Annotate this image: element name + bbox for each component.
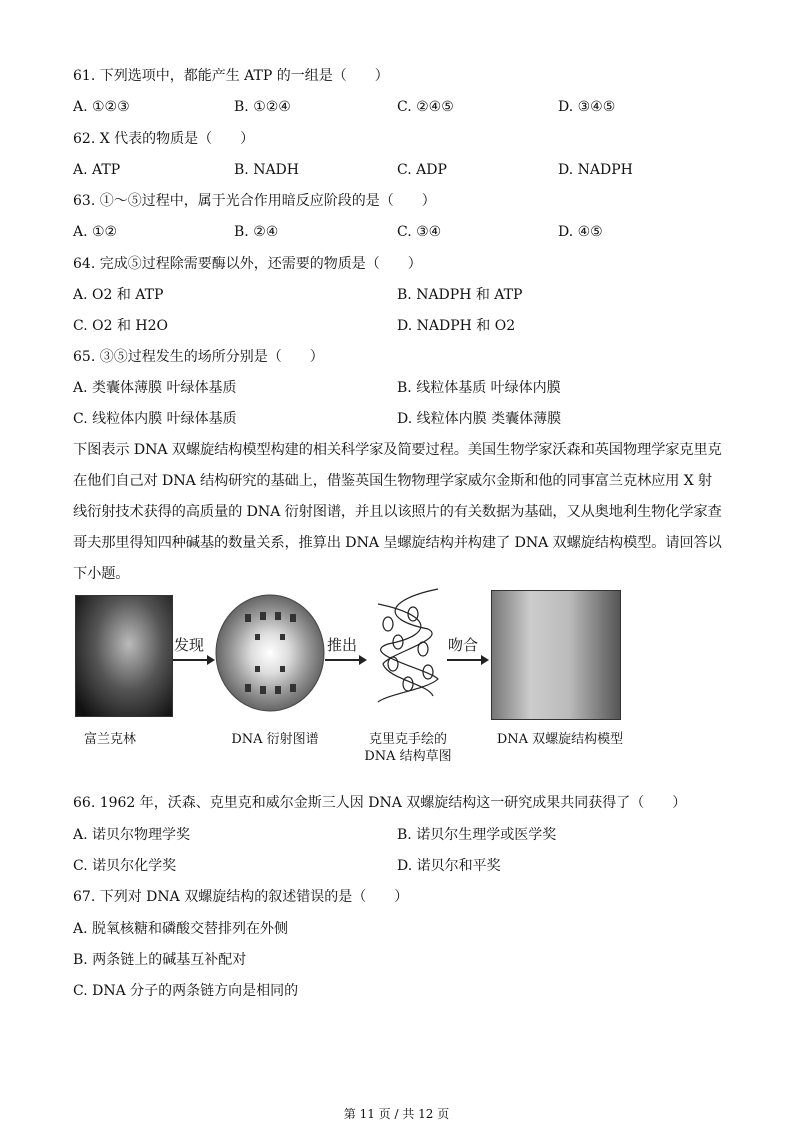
dna-diffraction-image bbox=[215, 594, 325, 712]
q67-option-c: C. DNA 分子的两条链方向是相同的 bbox=[73, 983, 299, 999]
q63-option-b: B. ②④ bbox=[234, 224, 279, 240]
q64-option-b: B. NADPH 和 ATP bbox=[397, 287, 523, 303]
q61-stem: 61. 下列选项中，都能产生 ATP 的一组是（ ） bbox=[73, 68, 389, 84]
q61-option-c: C. ②④⑤ bbox=[397, 99, 454, 115]
q62-option-a: A. ATP bbox=[73, 162, 121, 178]
q67-option-a: A. 脱氧核糖和磷酸交替排列在外侧 bbox=[73, 921, 289, 937]
q64-option-a: A. O2 和 ATP bbox=[73, 287, 164, 303]
arrow-match bbox=[447, 659, 487, 661]
q64-option-c: C. O2 和 H2O bbox=[73, 318, 168, 334]
q65-stem: 65. ③⑤过程发生的场所分别是（ ） bbox=[73, 349, 324, 365]
caption-sketch-line2: DNA 结构草图 bbox=[364, 749, 452, 764]
q65-option-b: B. 线粒体基质 叶绿体内膜 bbox=[397, 380, 561, 396]
caption-model: DNA 双螺旋结构模型 bbox=[496, 732, 624, 747]
q65-option-d: D. 线粒体内膜 类囊体薄膜 bbox=[397, 411, 562, 427]
q65-option-a: A. 类囊体薄膜 叶绿体基质 bbox=[73, 380, 237, 396]
q62-option-b: B. NADH bbox=[234, 162, 299, 178]
arrow-label-match: 吻合 bbox=[448, 636, 479, 654]
q62-option-c: C. ADP bbox=[397, 162, 447, 178]
q65-option-c: C. 线粒体内膜 叶绿体基质 bbox=[73, 411, 237, 427]
caption-franklin: 富兰克林 bbox=[83, 732, 136, 747]
q66-option-c: C. 诺贝尔化学奖 bbox=[73, 858, 177, 874]
q64-option-d: D. NADPH 和 O2 bbox=[397, 318, 516, 334]
q67-option-b: B. 两条链上的碱基互补配对 bbox=[73, 952, 247, 968]
q64-stem: 64. 完成⑤过程除需要酶以外，还需要的物质是（ ） bbox=[73, 256, 422, 272]
q66-option-d: D. 诺贝尔和平奖 bbox=[397, 858, 501, 874]
arrow-deduce bbox=[325, 659, 365, 661]
q67-stem: 67. 下列对 DNA 双螺旋结构的叙述错误的是（ ） bbox=[73, 889, 409, 905]
q63-option-d: D. ④⑤ bbox=[558, 224, 603, 240]
page-footer: 第 11 页 / 共 12 页 bbox=[343, 1107, 450, 1121]
arrow-label-discover: 发现 bbox=[174, 636, 205, 654]
q63-stem: 63. ①～⑤过程中，属于光合作用暗反应阶段的是（ ） bbox=[73, 193, 436, 209]
q66-stem: 66. 1962 年，沃森、克里克和威尔金斯三人因 DNA 双螺旋结构这一研究成果共同获得了（ ） bbox=[73, 795, 687, 811]
arrow-label-deduce: 推出 bbox=[327, 636, 358, 654]
caption-diffraction: DNA 衍射图谱 bbox=[231, 732, 319, 747]
q61-option-b: B. ①②④ bbox=[234, 99, 291, 115]
q63-option-c: C. ③④ bbox=[397, 224, 442, 240]
caption-sketch-line1: 克里克手绘的 bbox=[368, 732, 447, 747]
dna-model-photo bbox=[491, 590, 621, 720]
franklin-portrait bbox=[75, 595, 173, 717]
q62-option-d: D. NADPH bbox=[558, 162, 633, 178]
q63-option-a: A. ①② bbox=[73, 224, 118, 240]
q61-option-d: D. ③④⑤ bbox=[558, 99, 616, 115]
q66-option-a: A. 诺贝尔物理学奖 bbox=[73, 827, 191, 843]
q62-stem: 62. X 代表的物质是（ ） bbox=[73, 131, 255, 147]
q66-option-b: B. 诺贝尔生理学或医学奖 bbox=[397, 827, 557, 843]
arrow-discover bbox=[173, 659, 213, 661]
passage: 下图表示 DNA 双螺旋结构模型构建的相关科学家及简要过程。美国生物学家沃森和英国物理学家克里克在他们自己对 DNA 结构研究的基础上，借鉴英国生物物理学家威尔金斯和他的同事富兰克林应用 X 射线衍射技术获得的高质量的 DNA 衍射图谱，并且以该照片的有关数据为基础，又从奥地利生物化学家查哥夫那里得知四种碱基的数量关系，推算出 DNA 呈螺旋结构并构建了 DNA 双螺旋结构模型。请回答以下小题。 bbox=[73, 442, 722, 582]
dna-sketch bbox=[368, 584, 448, 704]
q61-option-a: A. ①②③ bbox=[73, 99, 130, 115]
